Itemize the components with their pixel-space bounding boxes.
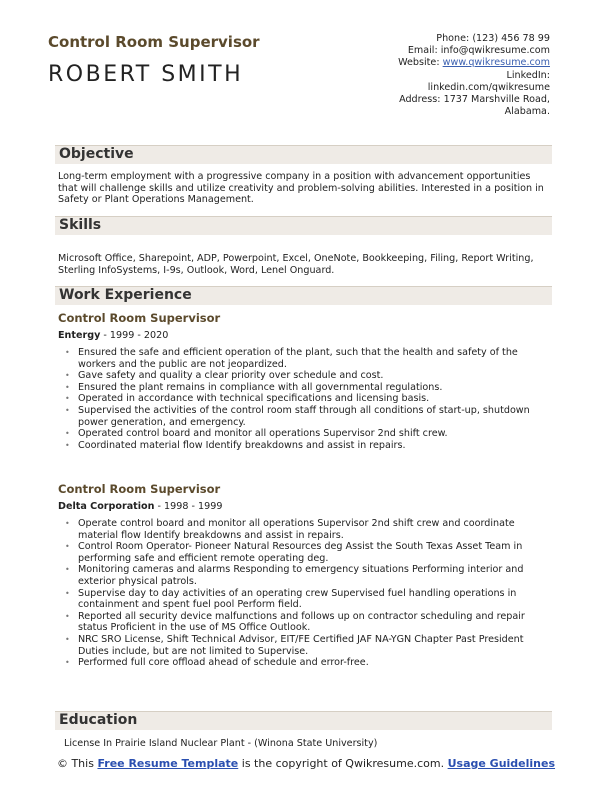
list-item: • Supervised the activities of the control room staff through all conditions of start-up, shutdown power generation, and emergency. (58, 405, 552, 428)
list-item: • Reported all security device malfunctions and follows up on contractor scheduling and repair status Proficient in the use of MS Office Outlook. (58, 611, 552, 634)
education-section-header (55, 711, 552, 730)
phone-line (320, 33, 550, 45)
job-2-company-line (58, 501, 222, 512)
skills-heading: Skills (59, 217, 102, 233)
job-1-bullets (58, 347, 552, 451)
linkedin-label: LinkedIn: (506, 69, 550, 81)
website-link[interactable]: www.qwikresume.com (442, 57, 550, 69)
education-entry: License In Prairie Island Nuclear Plant - (Winona State University) (64, 738, 378, 749)
list-item: • Gave safety and quality a clear priority over schedule and cost. (58, 370, 552, 382)
email-line (320, 45, 550, 57)
free-resume-template-link[interactable]: Free Resume Template (97, 757, 239, 770)
phone-label: Phone: (436, 33, 470, 44)
website-line (320, 57, 550, 69)
experience-heading: Work Experience (59, 287, 192, 303)
job-1-dates: - 1999 - 2020 (100, 330, 169, 341)
objective-heading: Objective (59, 146, 134, 162)
resume-header (0, 0, 612, 130)
skills-text: Microsoft Office, Sharepoint, ADP, Powerpoint, Excel, OneNote, Bookkeeping, Filing, Report Writing, Sterling InfoSystems, I-9s, Outlook, Word, Lenel Onguard. (58, 253, 534, 276)
list-item: • Operate control board and monitor all operations Supervisor 2nd shift crew and coordinate material flow Identify breakdowns and assist in repairs. (58, 518, 552, 541)
address-line (320, 94, 550, 106)
list-item: • Monitoring cameras and alarms Responding to emergency situations Performing interior and exterior physical patrols. (58, 564, 552, 587)
list-item: • Operated control board and monitor all operations Supervisor 2nd shift crew. (58, 428, 552, 440)
job-2-bullets (58, 518, 552, 669)
website-label: Website: (398, 57, 440, 69)
objective-text: Long-term employment with a progressive company in a position with advancement opportunities that will challenge skills and utilize creativity and problem-solving abilities. Interested in a position in Safety or Plant Operations Management. (58, 171, 544, 206)
objective-section-header (55, 145, 552, 164)
job-1-company-line (58, 330, 168, 341)
address-label: Address: (399, 94, 441, 106)
address-line2: Alabama. (504, 106, 550, 118)
footer-prefix: © This (56, 757, 98, 770)
job-title: Control Room Supervisor (48, 33, 260, 51)
footer-middle: is the copyright of Qwikresume.com. (238, 757, 448, 770)
email-value: info@qwikresume.com (440, 45, 550, 57)
contact-block (320, 33, 550, 118)
usage-guidelines-link[interactable]: Usage Guidelines (447, 757, 556, 770)
job-1-title: Control Room Supervisor (58, 311, 221, 325)
job-2-company: Delta Corporation (58, 501, 155, 512)
experience-section-header (55, 286, 552, 305)
list-item: • Coordinated material flow Identify breakdowns and assist in repairs. (58, 440, 552, 452)
job-1-company: Entergy (58, 330, 101, 341)
skills-section-header (55, 216, 552, 235)
list-item: • Supervise day to day activities of an operating crew Supervised fuel handling operations in containment and spent fuel pool Perform field. (58, 588, 552, 611)
list-item: • Control Room Operator- Pioneer Natural Resources deg Assist the South Texas Asset Team in performing safe and efficient remote operating deg. (58, 541, 552, 564)
job-2-dates: - 1998 - 1999 (154, 501, 223, 512)
phone-value: (123) 456 78 99 (472, 33, 550, 44)
education-heading: Education (59, 712, 138, 728)
list-item: • NRC SRO License, Shift Technical Advisor, EIT/FE Certified JAF NA-YGN Chapter Past President Duties include, but are not limited to Supervise. (58, 634, 552, 657)
linkedin-value: linkedin.com/qwikresume (427, 81, 550, 93)
list-item: • Ensured the safe and efficient operation of the plant, such that the health and safety of the workers and the public are not jeopardized. (58, 347, 552, 370)
email-label: Email: (407, 45, 438, 57)
list-item: • Ensured the plant remains in compliance with all governmental regulations. (58, 382, 552, 394)
list-item: • Performed full core offload ahead of schedule and error-free. (58, 657, 552, 669)
job-2-title: Control Room Supervisor (58, 482, 221, 496)
list-item: • Operated in accordance with technical specifications and licensing basis. (58, 393, 552, 405)
address-line1: 1737 Marshville Road, (443, 94, 550, 106)
copyright-footer (0, 757, 612, 770)
candidate-name: ROBERT SMITH (48, 62, 244, 87)
